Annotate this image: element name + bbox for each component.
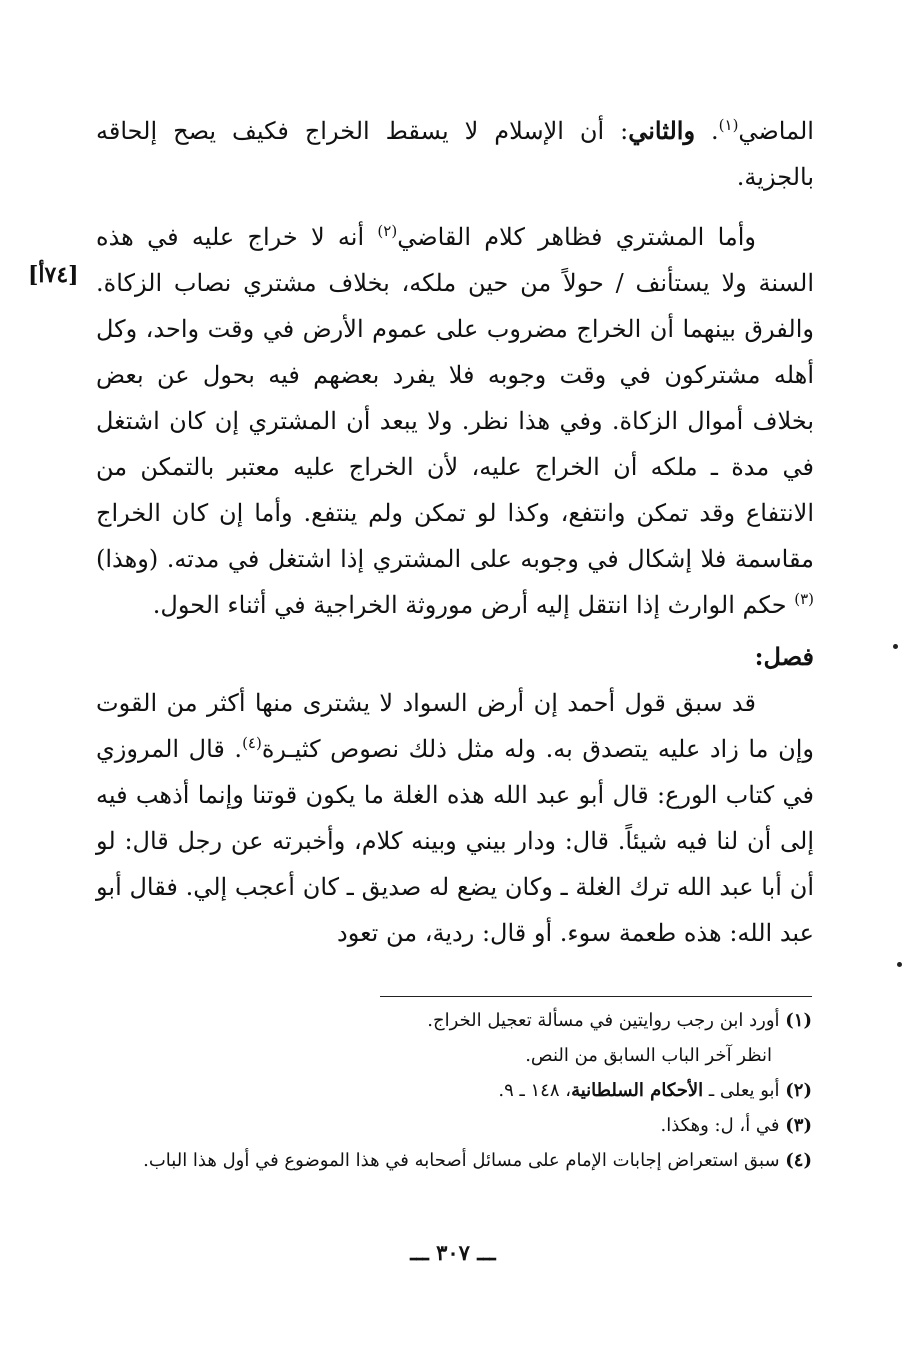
paragraph-3-end: . قال المروزي في كتاب الورع: قال أبو عبد الله هذه الغلة ما يكون قوتنا وإنما أذهب فيه إلى أن لنا فيه شيئاً. قال: ودار بيني وبينه كلام، وأخبرته عن رجل قال: لو أن أبا عبد الله ترك الغلة ـ وكان يضع له صديق ـ كان أعجب إلي. فقال أبو عبد الله: هذه طعمة سوء. أو قال: ردية، من تعود (96, 735, 814, 947)
paragraph-1-start: الماضي (738, 117, 814, 145)
footnote-4-number: (٤) (785, 1150, 812, 1171)
footnote-ref-3: (٣) (794, 590, 814, 608)
footnote-ref-2: (٢) (377, 222, 398, 240)
paragraph-3-start: قد سبق قول أحمد إن أرض السواد لا يشترى منها أكثر من القوت وإن ما زاد عليه يتصدق به. وله مثل ذلك نصوص كثيـرة (96, 689, 814, 763)
manuscript-folio-reference: [٧٤أ] (28, 262, 79, 288)
paragraph-2 (96, 214, 814, 628)
scan-speck (897, 962, 902, 967)
footnote-1-text: أورد ابن رجب روايتين في مسألة تعجيل الخراج. (427, 1010, 786, 1031)
footnote-separator (380, 996, 812, 997)
footnote-2-book-title: الأحكام السلطانية (571, 1080, 704, 1101)
paragraph-1-bold-term: والثاني (628, 116, 696, 145)
footnote-2-pages: ، ١٤٨ ـ ٩. (498, 1080, 572, 1101)
footnote-3-number: (٣) (785, 1115, 812, 1136)
paragraph-2-middle: أنه لا خراج عليه في هذه السنة ولا يستأنف / حولاً من حين ملكه، بخلاف مشتري نصاب الزكاة. والفرق بينهما أن الخراج مضروب على عموم الأرض في وقت واحد، وكل أهله مشتركون في وقت وجوبه فلا يفرد بعضهم فيه بحول عن بعض بخلاف أموال الزكاة. وفي هذا نظر. ولا يبعد أن المشتري إن كان اشتغل في مدة ـ ملكه أن الخراج عليه، لأن الخراج عليه معتبر بالتمكن من الانتفاع وقد تمكن وانتفع، وكذا لو تمكن ولم ينتفع. وأما إن كان الخراج مقاسمة فلا إشكال في وجوبه على المشتري إذا اشتغل في مدته. (وهذا) (96, 223, 815, 573)
footnote-3-text: في أ، ل: وهكذا. (660, 1115, 786, 1136)
footnote-4-text: سبق استعراض إجابات الإمام على مسائل أصحابه في هذا الموضوع في أول هذا الباب. (143, 1150, 786, 1171)
paragraph-1-separator: . (695, 117, 719, 145)
section-heading: فصل: (754, 642, 814, 671)
paragraph-1 (96, 108, 814, 200)
paragraph-2-end: حكم الوارث إذا انتقل إليه أرض موروثة الخراجية في أثناء الحول. (152, 591, 795, 619)
paragraph-3 (96, 680, 814, 956)
footnote-2 (96, 1073, 812, 1108)
footnote-2-text: أبو يعلى ـ (703, 1080, 786, 1101)
paragraph-1-end: : أن الإسلام لا يسقط الخراج فكيف يصح إلحاقه بالجزية. (96, 117, 814, 191)
footnote-2-number: (٢) (785, 1080, 812, 1101)
scan-speck (893, 644, 898, 649)
footnote-4 (96, 1143, 812, 1178)
footnote-1 (96, 1003, 812, 1038)
page-number: ـــ ٣٠٧ ـــ (410, 1240, 496, 1265)
footnotes (96, 1003, 812, 1178)
footnote-1-continuation: انظر آخر الباب السابق من النص. (525, 1045, 772, 1066)
footnote-ref-4: (٤) (242, 734, 262, 752)
footnote-ref-1: (١) (718, 116, 739, 134)
paragraph-2-start: وأما المشتري فظاهر كلام القاضي (397, 223, 756, 251)
main-text (96, 108, 814, 956)
footnote-3 (96, 1108, 812, 1143)
footnote-1-number: (١) (785, 1010, 812, 1031)
